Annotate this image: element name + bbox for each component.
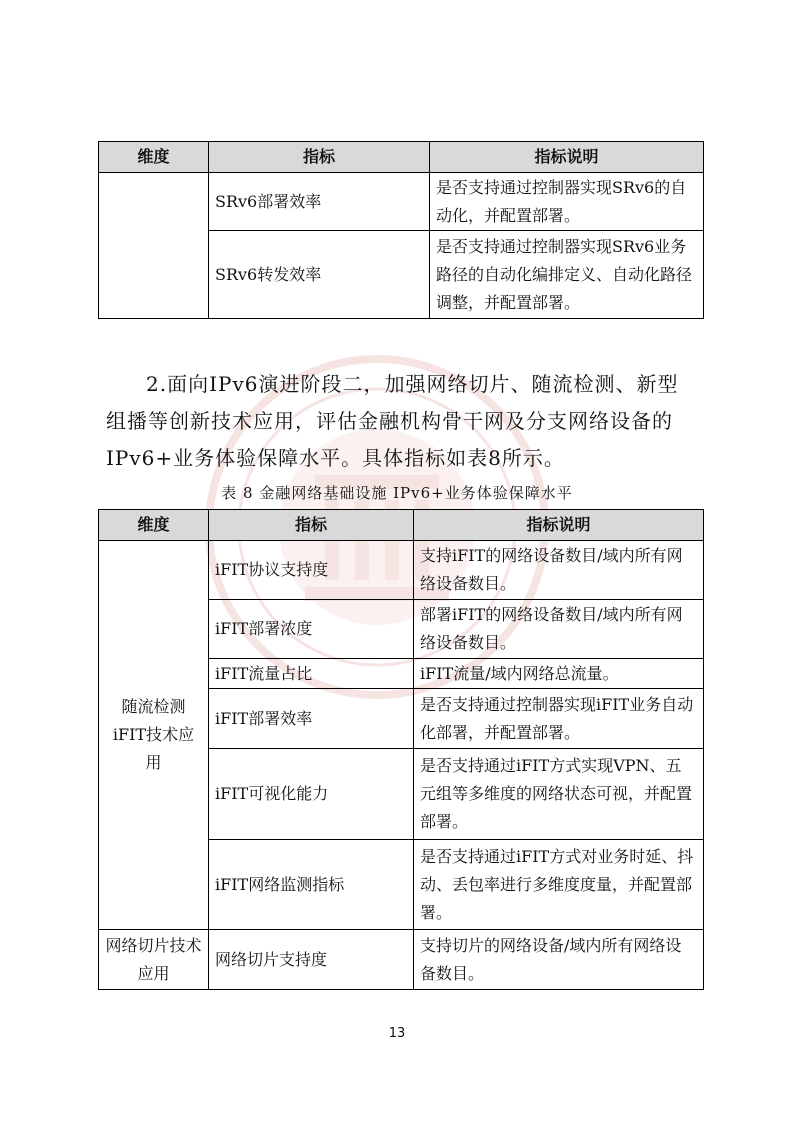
description-cell: 是否支持通过控制器实现SRv6业务路径的自动化编排定义、自动化路径调整，并配置部署。 (430, 231, 704, 319)
description-cell: 支持iFIT的网络设备数目/域内所有网络设备数目。 (414, 541, 704, 600)
indicator-cell: SRv6部署效率 (209, 173, 430, 231)
indicator-table-8 (98, 509, 704, 990)
description-cell: 是否支持通过控制器实现iFIT业务自动化部署，并配置部署。 (414, 689, 704, 749)
body-paragraph: 2.面向IPv6演进阶段二，加强网络切片、随流检测、新型组播等创新技术应用，评估金融机构骨干网及分支网络设备的IPv6+业务体验保障水平。具体指标如表8所示。 (106, 372, 679, 470)
table-caption: 表 8 金融网络基础设施 IPv6+业务体验保障水平 (221, 484, 573, 502)
indicator-cell: iFIT部署浓度 (209, 600, 414, 659)
description-cell: 部署iFIT的网络设备数目/域内所有网络设备数目。 (414, 600, 704, 659)
page-number: 13 (388, 1026, 406, 1041)
table-row (99, 930, 704, 990)
indicator-cell: 网络切片支持度 (209, 930, 414, 990)
description-cell: 支持切片的网络设备/域内所有网络设备数目。 (414, 930, 704, 990)
dimension-cell: 网络切片技术应用 (99, 930, 209, 990)
table-row (99, 541, 704, 600)
description-cell: iFIT流量/域内网络总流量。 (414, 659, 704, 689)
description-cell: 是否支持通过控制器实现SRv6的自动化，并配置部署。 (430, 173, 704, 231)
table-row (99, 173, 704, 231)
header-indicator: 指标 (209, 510, 414, 541)
description-cell: 是否支持通过iFIT方式对业务时延、抖动、丢包率进行多维度度量，并配置部署。 (414, 840, 704, 930)
indicator-cell: iFIT网络监测指标 (209, 840, 414, 930)
dimension-cell (99, 173, 209, 319)
header-description: 指标说明 (414, 510, 704, 541)
header-description: 指标说明 (430, 142, 704, 173)
indicator-table-continued (98, 141, 704, 319)
indicator-cell: iFIT可视化能力 (209, 749, 414, 840)
header-indicator: 指标 (209, 142, 430, 173)
dimension-cell: 随流检测iFIT技术应用 (99, 541, 209, 930)
indicator-cell: iFIT流量占比 (209, 659, 414, 689)
indicator-cell: iFIT协议支持度 (209, 541, 414, 600)
header-dimension: 维度 (99, 142, 209, 173)
header-dimension: 维度 (99, 510, 209, 541)
description-cell: 是否支持通过iFIT方式实现VPN、五元组等多维度的网络状态可视，并配置部署。 (414, 749, 704, 840)
indicator-cell: iFIT部署效率 (209, 689, 414, 749)
indicator-cell: SRv6转发效率 (209, 231, 430, 319)
